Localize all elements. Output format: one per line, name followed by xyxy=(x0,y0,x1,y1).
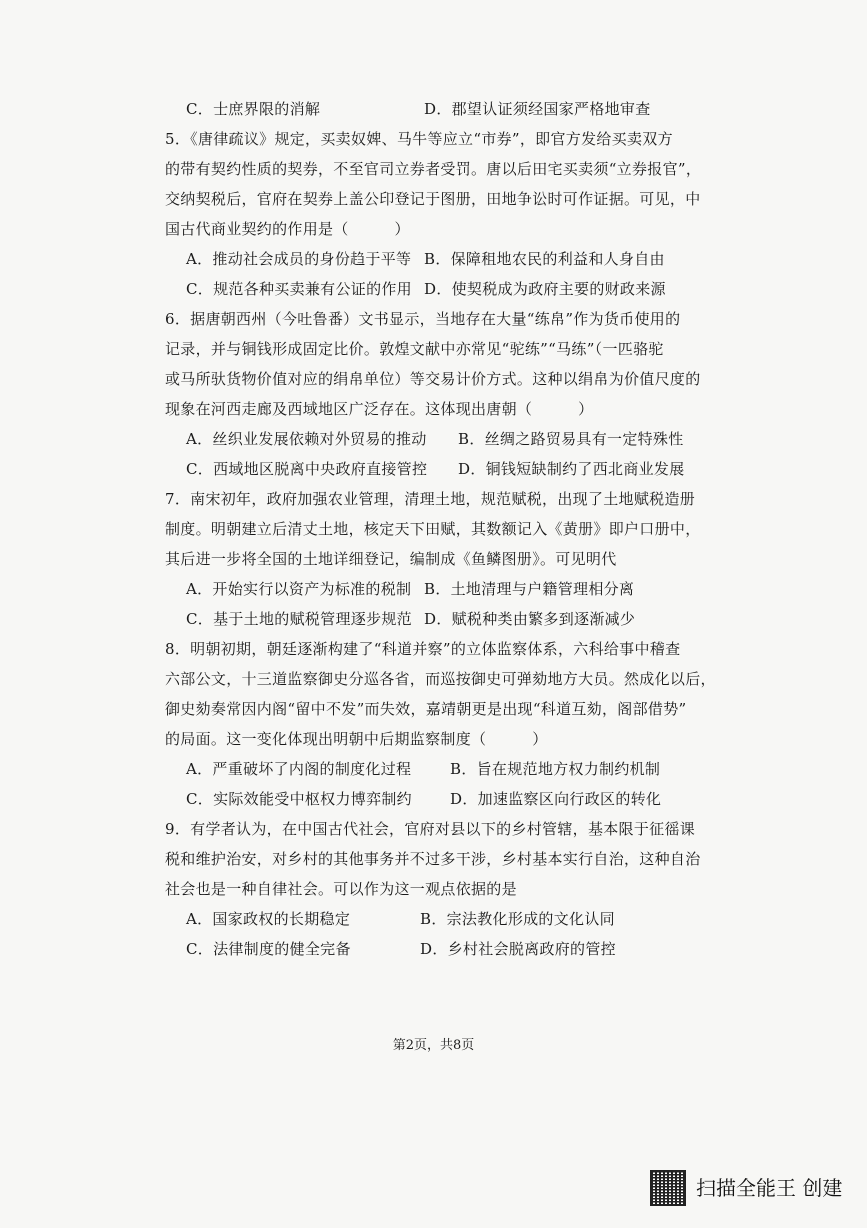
q7-option-c: C．基于土地的赋税管理逐步规范 xyxy=(186,610,412,628)
q6-stem-line-2: 记录，并与铜钱形成固定比价。敦煌文献中亦常见“驼练”“马练”（一匹骆驼 xyxy=(165,340,664,358)
q9-option-b: B．宗法教化形成的文化认同 xyxy=(420,910,615,928)
q6-stem-line-1: 6．据唐朝西州（今吐鲁番）文书显示，当地存在大量“练帛”作为货币使用的 xyxy=(165,310,681,328)
q6-stem-line-4: 现象在河西走廊及西域地区广泛存在。这体现出唐朝（ ） xyxy=(165,400,594,418)
q8-stem-line-1: 8．明朝初期，朝廷逐渐构建了“科道并察”的立体监察体系，六科给事中稽查 xyxy=(165,640,681,658)
q7-option-d: D．赋税种类由繁多到逐渐减少 xyxy=(424,610,636,628)
q7-option-b: B．土地清理与户籍管理相分离 xyxy=(424,580,635,598)
qr-code-icon xyxy=(650,1170,686,1206)
q5-option-d: D．使契税成为政府主要的财政来源 xyxy=(424,280,666,298)
q9-option-a: A．国家政权的长期稳定 xyxy=(186,910,351,928)
q6-option-a: A．丝织业发展依赖对外贸易的推动 xyxy=(186,430,427,448)
q8-stem-line-4: 的局面。这一变化体现出明朝中后期监察制度（ ） xyxy=(165,730,548,748)
q7-stem-line-3: 其后进一步将全国的土地详细登记，编制成《鱼鳞图册》。可见明代 xyxy=(165,550,617,568)
q9-stem-line-2: 税和维护治安，对乡村的其他事务并不过多干涉，乡村基本实行自治，这种自治 xyxy=(165,850,701,868)
q8-option-a: A．严重破坏了内阁的制度化过程 xyxy=(186,760,412,778)
q5-stem-line-3: 交纳契税后，官府在契券上盖公印登记于图册，田地争讼时可作证据。可见，中 xyxy=(165,190,701,208)
page-number-footer: 第2页，共8页 xyxy=(392,1038,475,1053)
q5-stem-line-4: 国古代商业契约的作用是（ ） xyxy=(165,220,410,238)
q6-option-c: C．西域地区脱离中央政府直接管控 xyxy=(186,460,428,478)
q4-option-c: C．士庶界限的消解 xyxy=(186,100,321,118)
scanner-watermark-text: 扫描全能王 创建 xyxy=(696,1176,843,1200)
q8-stem-line-2: 六部公文，十三道监察御史分巡各省，而巡按御史可弹劾地方大员。然成化以后， xyxy=(165,670,716,688)
q5-option-a: A．推动社会成员的身份趋于平等 xyxy=(186,250,412,268)
q7-option-a: A．开始实行以资产为标准的税制 xyxy=(186,580,412,598)
q7-stem-line-1: 7．南宋初年，政府加强农业管理，清理土地，规范赋税，出现了土地赋税造册 xyxy=(165,490,696,508)
q4-option-d: D．郡望认证须经国家严格地审查 xyxy=(424,100,651,118)
q8-option-d: D．加速监察区向行政区的转化 xyxy=(450,790,662,808)
q5-option-b: B．保障租地农民的利益和人身自由 xyxy=(424,250,665,268)
q5-stem-line-2: 的带有契约性质的契券，不至官司立券者受罚。唐以后田宅买卖须“立券报官”， xyxy=(165,160,702,178)
q5-option-c: C．规范各种买卖兼有公证的作用 xyxy=(186,280,412,298)
q5-stem-line-1: 5．《唐律疏议》规定，买卖奴婢、马牛等应立“市券”，即官方发给买卖双方 xyxy=(165,130,673,148)
q7-stem-line-2: 制度。明朝建立后清丈土地，核定天下田赋，其数额记入《黄册》即户口册中， xyxy=(165,520,701,538)
q8-option-b: B．旨在规范地方权力制约机制 xyxy=(450,760,661,778)
q8-option-c: C．实际效能受中枢权力博弈制约 xyxy=(186,790,412,808)
q6-stem-line-3: 或马所驮货物价值对应的绢帛单位）等交易计价方式。这种以绢帛为价值尺度的 xyxy=(165,370,701,388)
q9-option-c: C．法律制度的健全完备 xyxy=(186,940,351,958)
q9-stem-line-1: 9．有学者认为，在中国古代社会，官府对县以下的乡村管辖，基本限于征徭课 xyxy=(165,820,696,838)
q6-option-b: B．丝绸之路贸易具有一定特殊性 xyxy=(458,430,684,448)
q6-option-d: D．铜钱短缺制约了西北商业发展 xyxy=(458,460,685,478)
q9-stem-line-3: 社会也是一种自律社会。可以作为这一观点依据的是 xyxy=(165,880,517,898)
q9-option-d: D．乡村社会脱离政府的管控 xyxy=(420,940,616,958)
q8-stem-line-3: 御史劾奏常因内阁“留中不发”而失效，嘉靖朝更是出现“科道互劾，阁部借势” xyxy=(165,700,687,718)
